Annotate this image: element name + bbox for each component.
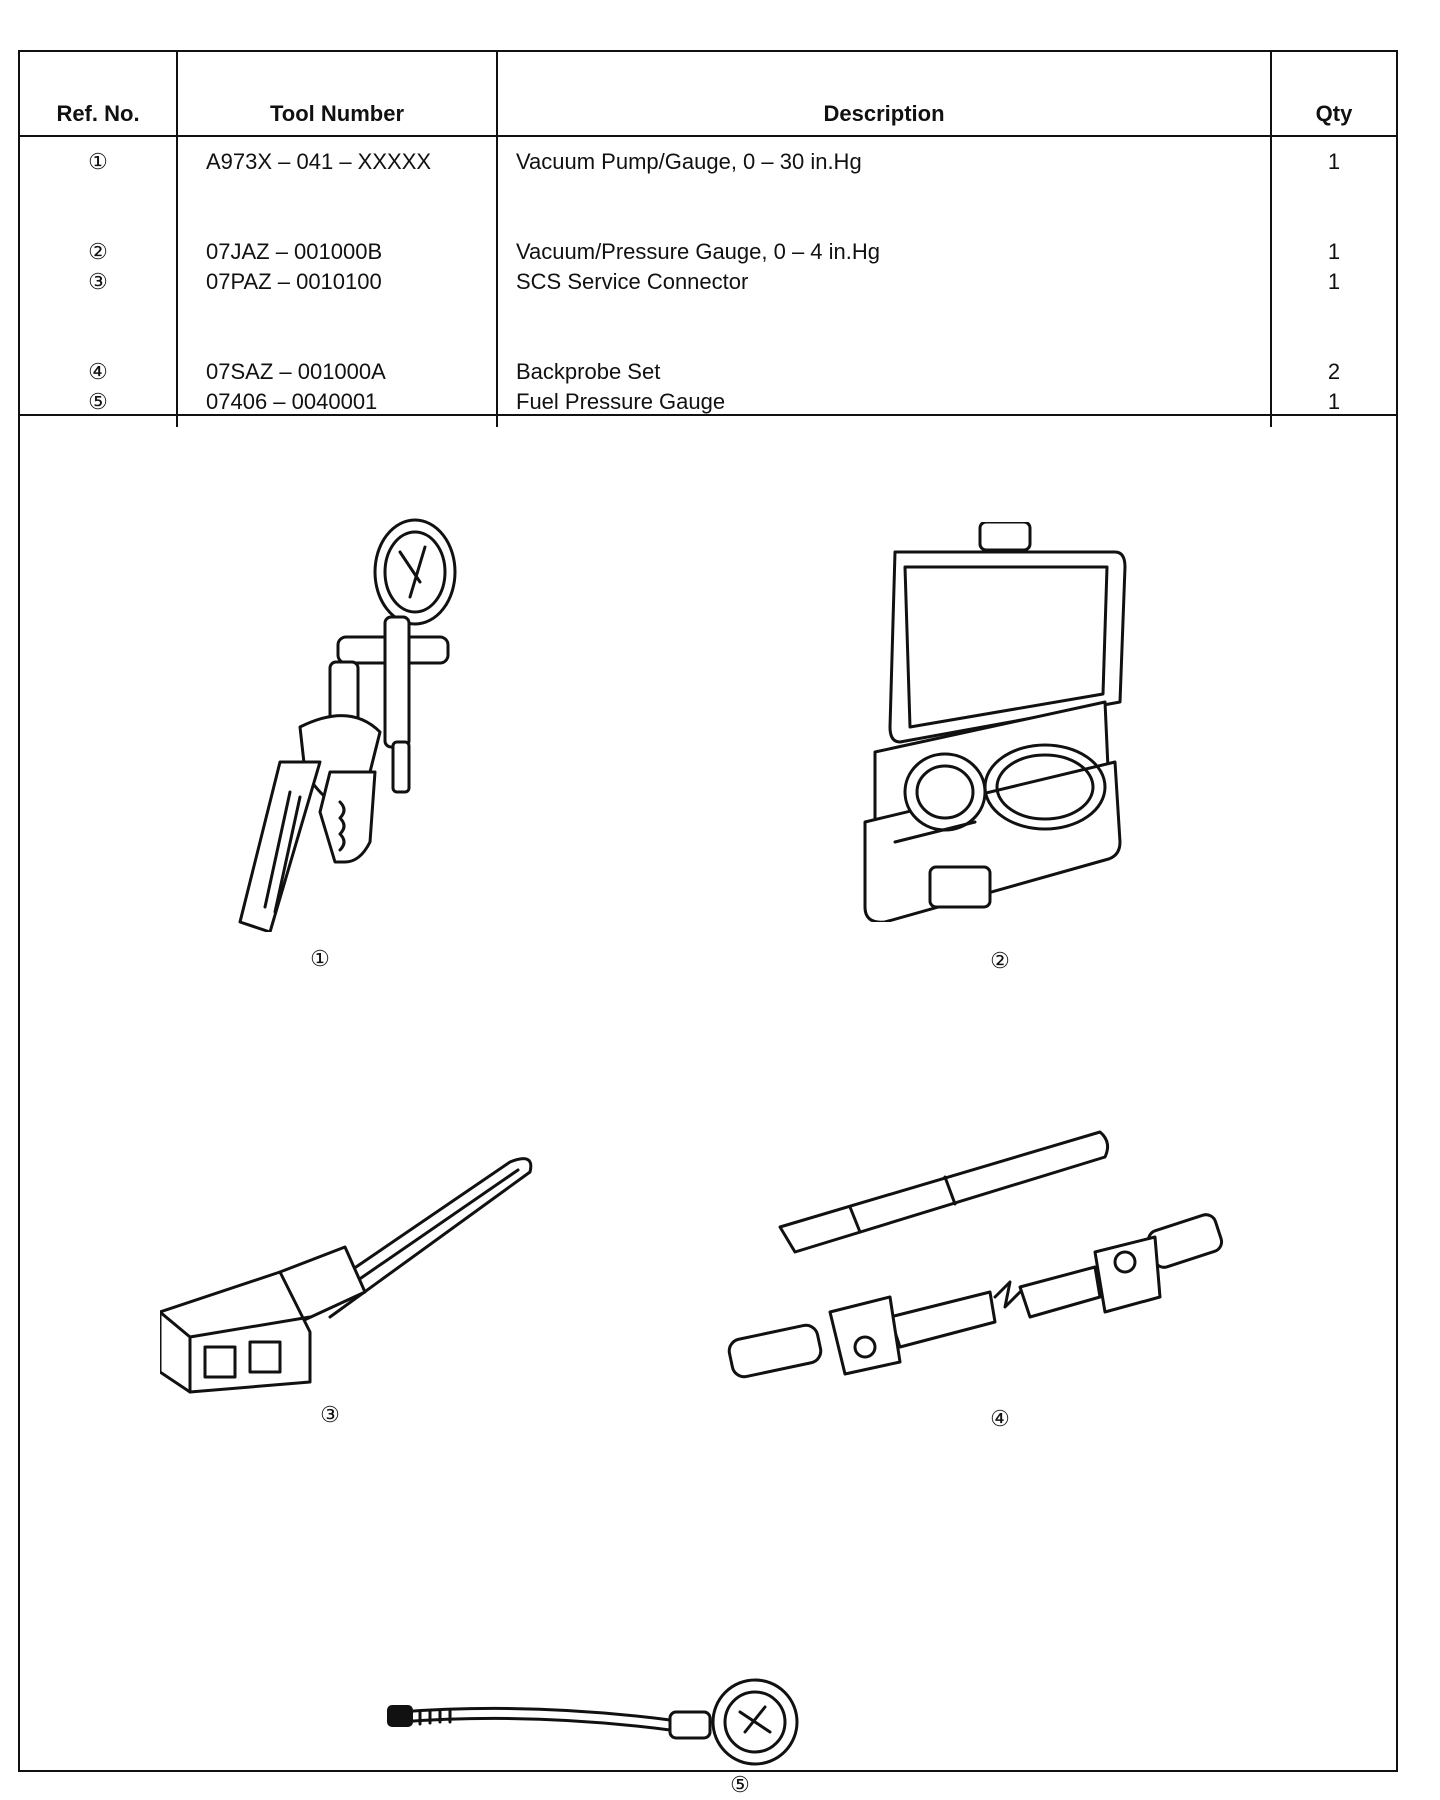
qty-3: 1: [1327, 269, 1341, 294]
description-4: Backprobe Set: [516, 359, 661, 384]
qty-1: 1: [1327, 149, 1341, 174]
tool-number-1: A973X – 041 – XXXXX: [206, 149, 432, 174]
vacuum-pump-gauge-illustration: [210, 512, 470, 932]
backprobe-set-illustration: [720, 1112, 1280, 1392]
description-3: SCS Service Connector: [516, 269, 749, 294]
description-5: Fuel Pressure Gauge: [516, 389, 726, 414]
callout-3: ③: [320, 1402, 340, 1427]
qty-4: 2: [1327, 359, 1341, 384]
tool-number-3: 07PAZ – 0010100: [206, 269, 382, 294]
callout-5: ⑤: [730, 1772, 750, 1797]
ref-1: ①: [88, 149, 108, 174]
ref-4: ④: [88, 359, 108, 384]
tool-number-5: 07406 – 0040001: [206, 389, 378, 414]
special-tools-table: [20, 52, 1396, 427]
header-ref-no: Ref. No.: [20, 52, 177, 136]
description-2: Vacuum/Pressure Gauge, 0 – 4 in.Hg: [516, 239, 881, 264]
header-qty: Qty: [1271, 52, 1396, 136]
table-body-row: [20, 136, 1396, 427]
tool-number-2: 07JAZ – 001000B: [206, 239, 383, 264]
table-bottom-rule: [20, 414, 1396, 416]
fuel-pressure-gauge-illustration: [380, 1662, 840, 1772]
tool-number-4: 07SAZ – 001000A: [206, 359, 386, 384]
special-tools-frame: [18, 50, 1398, 1797]
qty-5: 1: [1327, 389, 1341, 414]
callout-4: ④: [990, 1406, 1010, 1431]
ref-5: ⑤: [88, 389, 108, 414]
scs-service-connector-illustration: [160, 1142, 540, 1402]
ref-2: ②: [88, 239, 108, 264]
callout-1: ①: [310, 946, 330, 971]
vacuum-pressure-gauge-case-illustration: [835, 522, 1135, 922]
callout-2: ②: [990, 948, 1010, 973]
header-description: Description: [497, 52, 1271, 136]
header-tool-number: Tool Number: [177, 52, 497, 136]
table-header-row: [20, 52, 1396, 136]
qty-2: 1: [1327, 239, 1341, 264]
ref-3: ③: [88, 269, 108, 294]
description-1: Vacuum Pump/Gauge, 0 – 30 in.Hg: [516, 149, 862, 174]
